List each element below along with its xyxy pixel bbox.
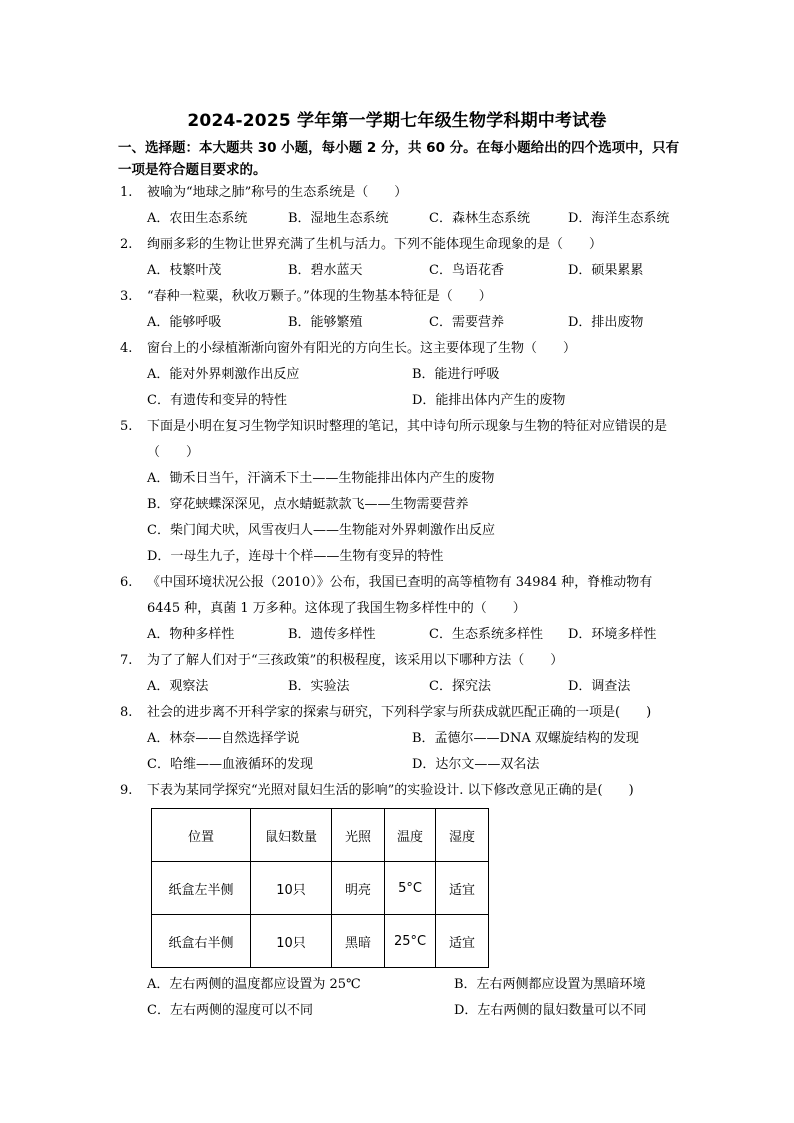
table-header: 光照 [332, 809, 385, 862]
table-cell: 纸盒左半侧 [152, 862, 251, 915]
question-stem: 为了了解人们对于“三孩政策”的积极程度，该采用以下哪种方法（ ） [147, 653, 564, 668]
option-a[interactable]: A．锄禾日当午，汗滴禾下土——生物能排出体内产生的废物 [147, 471, 495, 486]
question-9 [120, 778, 680, 804]
option-a[interactable]: A．左右两侧的温度都应设置为 25℃ [147, 977, 361, 992]
option-c[interactable]: C．左右两侧的湿度可以不同 [147, 1003, 313, 1018]
section-instructions: 一、选择题：本大题共 30 小题，每小题 2 分，共 60 分。在每小题给出的四个选项中，只有一项是符合题目要求的。 [118, 140, 680, 178]
table-cell: 10只 [251, 862, 332, 915]
table-cell: 适宜 [436, 915, 489, 968]
question-3 [120, 284, 680, 310]
option-a[interactable]: A．枝繁叶茂 [147, 263, 222, 278]
table-header: 鼠妇数量 [251, 809, 332, 862]
question-2 [120, 232, 680, 258]
question-5 [120, 414, 680, 466]
table-cell: 25°C [385, 915, 436, 968]
question-number: 6. [120, 575, 133, 590]
table-cell: 适宜 [436, 862, 489, 915]
question-number: 9. [120, 783, 133, 798]
option-b[interactable]: B．碧水蓝天 [288, 263, 363, 278]
table-cell: 5°C [385, 862, 436, 915]
option-a[interactable]: A．能对外界刺激作出反应 [147, 367, 300, 382]
option-a[interactable]: A．观察法 [147, 679, 209, 694]
option-b[interactable]: B．能进行呼吸 [412, 367, 500, 382]
option-b[interactable]: B．左右两侧都应设置为黑暗环境 [454, 977, 646, 992]
question-stem: 绚丽多彩的生物让世界充满了生机与活力。下列不能体现生命现象的是（ ） [147, 237, 603, 252]
table-cell: 黑暗 [332, 915, 385, 968]
option-d[interactable]: D．硕果累累 [568, 263, 644, 278]
question-stem: 下表为某同学探究“光照对鼠妇生活的影响”的实验设计. 以下修改意见正确的是( ) [147, 783, 634, 798]
option-c[interactable]: C．鸟语花香 [429, 263, 504, 278]
table-header-row [152, 809, 489, 862]
question-number: 8. [120, 705, 133, 720]
experiment-table [151, 808, 489, 968]
option-b[interactable]: B．穿花蛱蝶深深见，点水蜻蜓款款飞——生物需要营养 [147, 497, 469, 512]
question-number: 2. [120, 237, 133, 252]
option-b[interactable]: B．能够繁殖 [288, 315, 363, 330]
option-d[interactable]: D．一母生九子，连母十个样——生物有变异的特性 [147, 549, 444, 564]
question-number: 1. [120, 185, 133, 200]
table-header: 位置 [152, 809, 251, 862]
question-stem: “春种一粒粟，秋收万颗子。”体现的生物基本特征是（ ） [147, 289, 492, 304]
question-number: 7. [120, 653, 133, 668]
table-cell: 明亮 [332, 862, 385, 915]
option-b[interactable]: B．孟德尔——DNA 双螺旋结构的发现 [412, 731, 639, 746]
option-a[interactable]: A．能够呼吸 [147, 315, 222, 330]
question-8 [120, 700, 680, 726]
option-c[interactable]: C．有遗传和变异的特性 [147, 393, 287, 408]
page-title: 2024-2025 学年第一学期七年级生物学科期中考试卷 [187, 111, 607, 131]
table-row [152, 862, 489, 915]
option-d[interactable]: D．海洋生态系统 [568, 211, 670, 226]
option-c[interactable]: C．生态系统多样性 [429, 627, 543, 642]
option-c[interactable]: C．探究法 [429, 679, 491, 694]
question-7 [120, 648, 680, 674]
question-stem: 《中国环境状况公报（2010）》公布，我国已查明的高等植物有 34984 种，脊椎动物有 6445 种，真菌 1 万多种。这体现了我国生物多样性中的（ ） [147, 575, 653, 616]
table-header: 湿度 [436, 809, 489, 862]
option-d[interactable]: D．达尔文——双名法 [412, 757, 540, 772]
option-d[interactable]: D．排出废物 [568, 315, 644, 330]
option-c[interactable]: C．柴门闻犬吠，风雪夜归人——生物能对外界刺激作出反应 [147, 523, 495, 538]
question-stem: 社会的进步离不开科学家的探索与研究，下列科学家与所获成就匹配正确的一项是( ) [147, 705, 652, 720]
question-1 [120, 180, 680, 206]
option-d[interactable]: D．调查法 [568, 679, 631, 694]
option-c[interactable]: C．需要营养 [429, 315, 504, 330]
question-number: 3. [120, 289, 133, 304]
option-b[interactable]: B．遗传多样性 [288, 627, 376, 642]
option-b[interactable]: B．湿地生态系统 [288, 211, 389, 226]
option-a[interactable]: A．物种多样性 [147, 627, 235, 642]
question-4 [120, 336, 680, 362]
table-row [152, 915, 489, 968]
option-d[interactable]: D．环境多样性 [568, 627, 657, 642]
table-cell: 纸盒右半侧 [152, 915, 251, 968]
question-stem: 窗台上的小绿植渐渐向窗外有阳光的方向生长。这主要体现了生物（ ） [147, 341, 577, 356]
table-header: 温度 [385, 809, 436, 862]
option-d[interactable]: D．能排出体内产生的废物 [412, 393, 566, 408]
question-stem: 下面是小明在复习生物学知识时整理的笔记，其中诗句所示现象与生物的特征对应错误的是（ ） [147, 419, 668, 460]
question-number: 5. [120, 419, 133, 434]
option-b[interactable]: B．实验法 [288, 679, 350, 694]
question-6 [120, 570, 680, 622]
option-c[interactable]: C．森林生态系统 [429, 211, 530, 226]
option-d[interactable]: D．左右两侧的鼠妇数量可以不同 [454, 1003, 647, 1018]
question-number: 4. [120, 341, 133, 356]
question-stem: 被喻为“地球之肺”称号的生态系统是（ ） [147, 185, 408, 200]
option-a[interactable]: A．林奈——自然选择学说 [147, 731, 300, 746]
option-c[interactable]: C．哈维——血液循环的发现 [147, 757, 313, 772]
table-cell: 10只 [251, 915, 332, 968]
option-a[interactable]: A．农田生态系统 [147, 211, 248, 226]
